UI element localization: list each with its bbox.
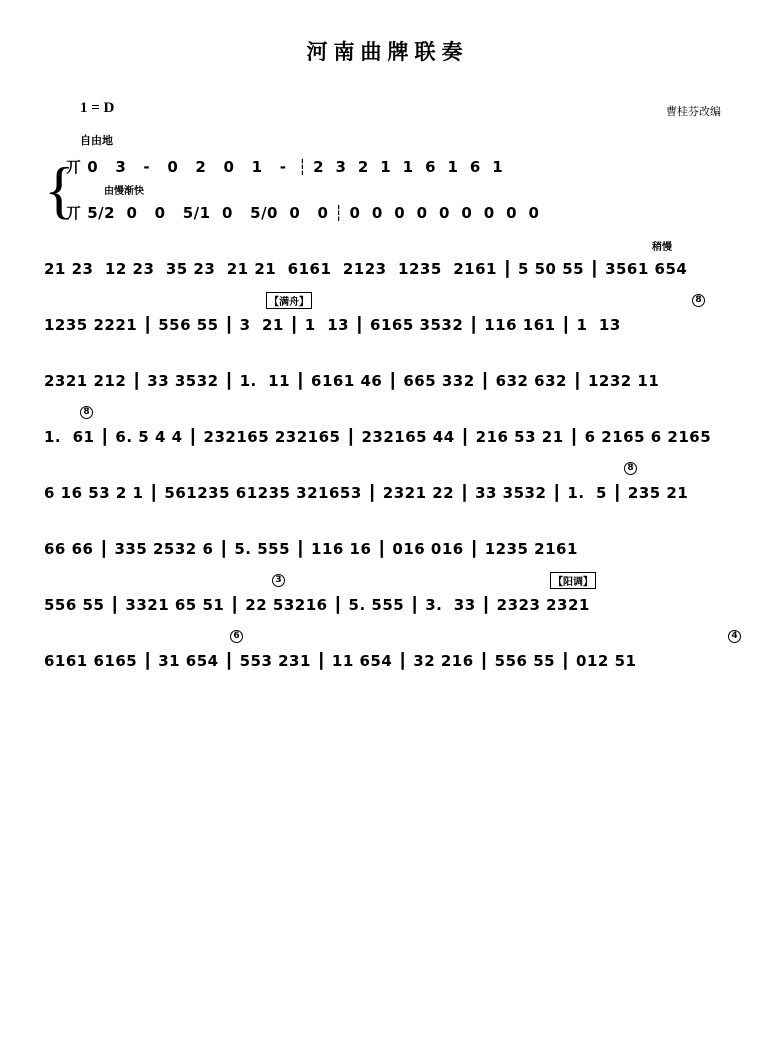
tempo-accel-marking: 由慢渐快 [104, 186, 144, 197]
circled-number-6: 6 [230, 630, 243, 643]
page-title: 河南曲牌联奏 [306, 40, 469, 64]
music-line-1: 丌 0 3 - 0 2 0 1 - ┆ 2 3 2 1 1 6 1 6 1 [66, 158, 504, 176]
marking-manzhou: 【满舟】 [266, 292, 312, 309]
music-line-9: 556 55 ┃ 3321 65 51 ┃ 22 53216 ┃ 5. 555 ┃ 3. 33 ┃ 2323 2321 [44, 596, 590, 614]
music-line-6: 1. 61 ┃ 6. 5 4 4 ┃ 232165 232165 ┃ 232165 44 ┃ 216 53 21 ┃ 6 2165 6 2165 [44, 428, 712, 446]
music-line-2: 丌 5/2 0 0 5/1 0 5/0 0 0 ┆ 0 0 0 0 0 0 0 0 0 [66, 204, 540, 222]
music-line-10: 6161 6165 ┃ 31 654 ┃ 553 231 ┃ 11 654 ┃ 32 216 ┃ 556 55 ┃ 012 51 [44, 652, 637, 670]
system-7 [44, 534, 731, 564]
key-signature: 1 = D [80, 100, 115, 116]
circled-number-3: 3 [272, 574, 285, 587]
system-9 [44, 631, 738, 676]
marking-yangdiao: 【阳调】 [550, 572, 596, 589]
score-metadata [44, 100, 731, 126]
brace-bracket: { [44, 154, 75, 225]
music-line-7: 6 16 53 2 1 ┃ 561235 61235 321653 ┃ 2321 22 ┃ 33 3532 ┃ 1. 5 ┃ 235 21 [44, 484, 689, 502]
music-line-8: 66 66 ┃ 335 2532 6 ┃ 5. 555 ┃ 116 16 ┃ 016 016 ┃ 1235 2161 [44, 540, 578, 558]
music-line-4: 1235 2221 ┃ 556 55 ┃ 3 21 ┃ 1 13 ┃ 6165 3532 ┃ 116 161 ┃ 1 13 [44, 316, 621, 334]
system-5 [44, 407, 731, 452]
system-3 [44, 295, 731, 340]
circled-number-8-c: 8 [624, 462, 637, 475]
music-line-3: 21 23 12 23 35 23 21 21 6161 2123 1235 2161 ┃ 5 50 55 ┃ 3561 654 [44, 260, 688, 278]
marking-slower: 稍慢 [652, 242, 672, 253]
circled-number-8: 8 [692, 294, 705, 307]
circled-number-8-b: 8 [80, 406, 93, 419]
system-8 [44, 575, 731, 620]
music-line-5: 2321 212 ┃ 33 3532 ┃ 1. 11 ┃ 6161 46 ┃ 665 332 ┃ 632 632 ┃ 1232 11 [44, 372, 660, 390]
tempo-free-marking: 自由地 [80, 134, 113, 147]
circled-number-4: 4 [728, 630, 741, 643]
composer-credit: 曹桂芬改编 [666, 105, 721, 118]
system-4 [44, 366, 731, 396]
system-2 [44, 242, 731, 284]
system-1 [44, 152, 731, 228]
score-page [0, 36, 775, 1050]
system-6 [44, 463, 731, 508]
